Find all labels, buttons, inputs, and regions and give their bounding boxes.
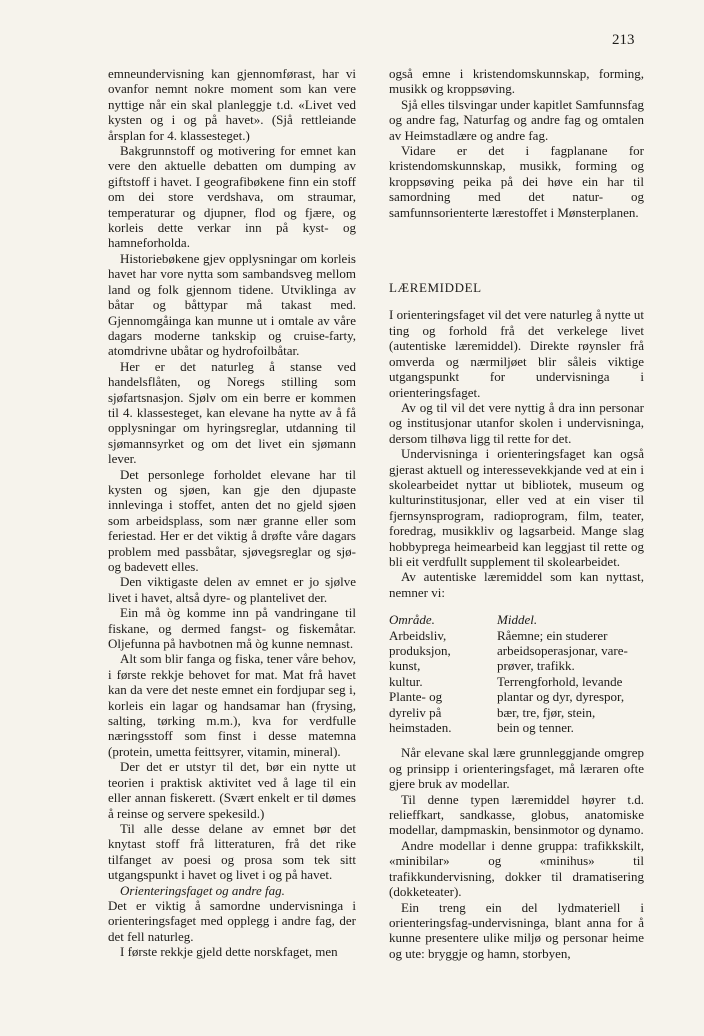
table-header-area: Område. bbox=[389, 612, 435, 628]
body-paragraph: Undervisninga i orienteringsfaget kan også gjerast aktuell og interessevekkjande ved at ein i skolearbeidet nyttar ut bibliotek, museum og kulturinstitusjonar, eller ved at ein viser til fjernsynsprogram, radioprogram, film, teater, foredrag, musikkliv og lagsarbeid. Mange slag hobbyprega heimearbeid kan leggjast til rette og bli eit verdfullt supplement til skolearbeidet. bbox=[389, 446, 644, 569]
body-paragraph: Vidare er det i fagplanane for kristendomskunnskap, musikk, forming og kroppsøving peika på dei høve ein har til samordning med det natur- og samfunnsorienterte lærestoffet i Mønsterplanen. bbox=[389, 143, 644, 220]
table-cell: heimstaden. bbox=[389, 720, 452, 736]
body-paragraph: I første rekkje gjeld dette norskfaget, men bbox=[120, 944, 338, 960]
table-cell: kunst, bbox=[389, 658, 421, 674]
right-column bbox=[389, 66, 644, 961]
table-column-middel bbox=[497, 612, 644, 735]
body-paragraph: Det er viktig å samordne undervisninga i orienteringsfaget med opplegg i andre fag, der det fell naturleg. bbox=[108, 897, 356, 944]
body-paragraph: Av og til vil det vere nyttig å dra inn personar og institusjonar utanfor skolen i undervisninga, dersom tilhøva ligg til rette for det. bbox=[389, 399, 644, 446]
table-cell: produksjon, bbox=[389, 643, 451, 658]
table-cell: prøver, trafikk. bbox=[497, 658, 575, 674]
table-cell: Arbeidsliv, bbox=[389, 627, 447, 643]
table-cell: Terrengforhold, levande bbox=[497, 673, 623, 689]
body-paragraph: Når elevane skal lære grunnleggjande omgrep og prinsipp i orienteringsfaget, må læraren ofte gjere bruk av modellar. bbox=[389, 745, 644, 792]
table-cell: bein og tenner. bbox=[497, 720, 574, 736]
page-number: 213 bbox=[612, 32, 635, 48]
body-paragraph: Ein treng ein del lydmateriell i orienteringsfag-undervisninga, blant anna for å kunne presentere ulike miljø og personar heime og ute: bryggje og hamn, storbyen, bbox=[389, 899, 644, 961]
body-paragraph: Sjå elles tilsvingar under kapitlet Samfunnsfag og andre fag, Naturfag og andre fag og omtalen av Heimstadlære og andre fag. bbox=[389, 96, 644, 143]
body-paragraph: Ein må òg komme inn på vandringane til fiskane, og dermed fangst- og fiskemåtar. Oljefunna på havbotnen må òg kunne nemnast. bbox=[108, 605, 356, 652]
table-cell: bær, tre, fjør, stein, bbox=[497, 704, 596, 720]
body-paragraph: emneundervisning kan gjennomførast, har vi ovanfor nemnt nokre moment som kan vere nyttige når ein skal planleggje t.d. «Livet ved kysten og i og på havet». (Sjå rettleiande årsplan for 4. klassesteget.) bbox=[108, 66, 356, 143]
table-cell: Råemne; ein studerer bbox=[497, 627, 608, 643]
body-paragraph: Til alle desse delane av emnet bør det knytast stoff frå litteraturen, frå det rike tilfanget av poesi og prosa som tek sitt utgangspunkt i havet og livet i og på havet. bbox=[108, 820, 356, 883]
body-paragraph: Alt som blir fanga og fiska, tener våre behov, i første rekkje behovet for mat. Mat frå havet kan da vere det neste emnet ein fordjupar seg i, korleis ein lagar og handsamar han (frysing, salting, tørking m.m.), kva for verdfulle næringsstoff som finst i desse matemna (protein, umetta feittsyrer, vitamin, mineral). bbox=[108, 651, 356, 759]
body-paragraph: Der det er utstyr til det, bør ein nytte ut teorien i praktisk aktivitet ved å lage til ein eller annan fiskerett. (Svært enkelt er til dømes å reinse og servere spekesild.) bbox=[108, 759, 356, 821]
body-paragraph: Det personlege forholdet elevane har til kysten og sjøen, kan gje den djupaste innlevinga i stoffet, anten det no gjeld sjøen som arbeidsplass, som nær granne eller som feriestad. Her er det viktig å drøfte våre dagars problem med passbåtar, sjøvegsreglar og sjø- og badevett elles. bbox=[108, 466, 356, 574]
table-cell: arbeidsoperasjonar, vare- bbox=[497, 643, 628, 658]
table-cell: dyreliv på bbox=[389, 704, 442, 720]
body-paragraph: Andre modellar i denne gruppa: trafikkskilt, «minibilar» og «minihus» til trafikkundervisning, dokker til dramatisering (dokketeater). bbox=[389, 837, 644, 900]
resource-table bbox=[389, 612, 644, 735]
body-paragraph: Bakgrunnstoff og motivering for emnet kan vere den aktuelle debatten om dumping av giftstoff i havet. I geografibøkene finn ein stoff om dei store verdshava, om straumar, temperaturar og djupner, flod og fjære, og korleis dette verkar inn på kyst- og hamneforholda. bbox=[108, 143, 356, 251]
table-cell: kultur. bbox=[389, 673, 423, 689]
body-paragraph: Den viktigaste delen av emnet er jo sjølve livet i havet, altså dyre- og plantelivet der. bbox=[108, 574, 356, 605]
section-heading: LÆREMIDDEL bbox=[389, 280, 482, 296]
body-paragraph: Av autentiske læremiddel som kan nyttast, nemner vi: bbox=[389, 569, 644, 600]
subsection-heading: Orienteringsfaget og andre fag. bbox=[120, 882, 285, 898]
body-paragraph: Til denne typen læremiddel høyrer t.d. relieffkart, sandkasse, globus, anatomiske modellar, dampmaskin, bensinmotor og dynamo. bbox=[389, 791, 644, 838]
table-column-area bbox=[389, 612, 497, 735]
body-paragraph: også emne i kristendomskunnskap, forming, musikk og kroppsøving. bbox=[389, 66, 644, 97]
table-header-middel: Middel. bbox=[497, 612, 538, 628]
table-cell: Plante- og bbox=[389, 689, 443, 705]
table-cell: plantar og dyr, dyrespor, bbox=[497, 689, 625, 705]
body-paragraph: I orienteringsfaget vil det vere naturleg å nytte ut ting og forhold frå det verkelege livet (autentiske læremiddel). Direkte røynsler frå omverda og nærmiljøet blir såleis viktige utgangspunkt for undervisninga i orienteringsfaget. bbox=[389, 307, 644, 400]
body-paragraph: Historiebøkene gjev opplysningar om korleis havet har vore nytta som sambandsveg mellom land og folk gjennom tidene. Utviklinga av båtar og båttypar må takast med. Gjennomgåinga kan munne ut i omtale av våre dagars moderne tankskip og cruise-farty, atomdrivne ubåtar og hydrofoilbåtar. bbox=[108, 250, 356, 359]
body-paragraph: Her er det naturleg å stanse ved handelsflåten, og Noregs stilling som sjøfartsnasjon. Sjølv om ein berre er kommen til 4. klassesteget, kan elevane ha nytte av å få opplysningar om hyringsreglar, utdanning til sjømannsyrket og om det livet ein sjømann lever. bbox=[108, 358, 356, 467]
left-column bbox=[108, 66, 356, 960]
